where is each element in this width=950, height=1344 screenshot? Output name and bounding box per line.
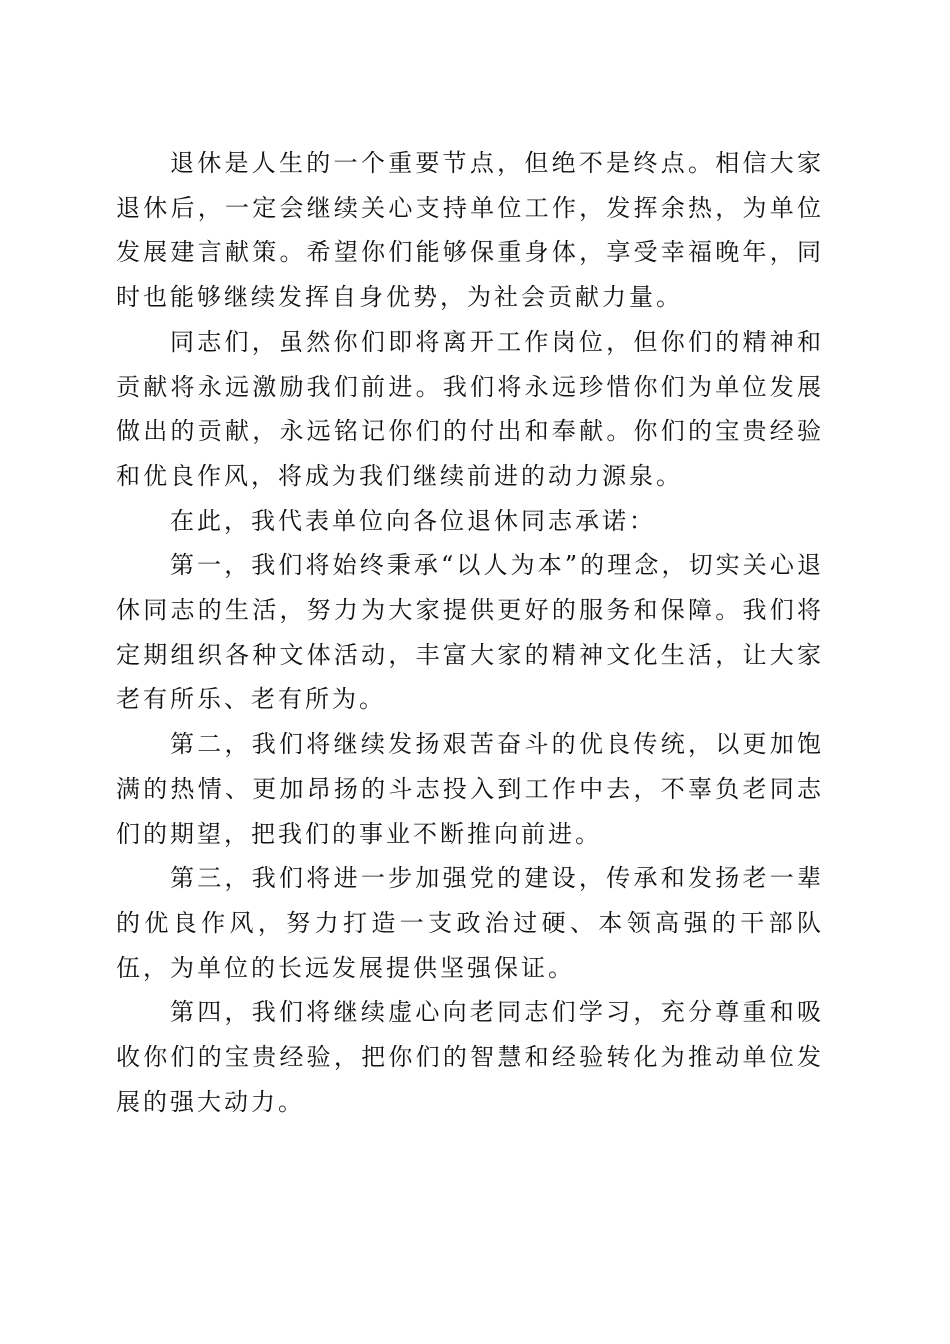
document-body <box>116 141 824 1124</box>
paragraph-commitment-second: 第二，我们将继续发扬艰苦奋斗的优良传统，以更加饱满的热情、更加昂扬的斗志投入到工作中去，不辜负老同志们的期望，把我们的事业不断推向前进。 <box>116 730 824 848</box>
paragraph-commitment-fourth: 第四，我们将继续虚心向老同志们学习，充分尊重和吸收你们的宝贵经验，把你们的智慧和经验转化为推动单位发展的强大动力。 <box>116 998 824 1116</box>
paragraph-retirement-node: 退休是人生的一个重要节点，但绝不是终点。相信大家退休后，一定会继续关心支持单位工作，发挥余热，为单位发展建言献策。希望你们能够保重身体，享受幸福晚年，同时也能够继续发挥自身优势，为社会贡献力量。 <box>116 149 824 312</box>
paragraph-commitment-first: 第一，我们将始终秉承“以人为本”的理念，切实关心退休同志的生活，努力为大家提供更好的服务和保障。我们将定期组织各种文体活动，丰富大家的精神文化生活，让大家老有所乐、老有所为。 <box>116 551 824 714</box>
paragraph-commitment-intro: 在此，我代表单位向各位退休同志承诺： <box>170 506 656 535</box>
paragraph-commitment-third: 第三，我们将进一步加强党的建设，传承和发扬老一辈的优良作风，努力打造一支政治过硬、本领高强的干部队伍，为单位的长远发展提供坚强保证。 <box>116 864 824 982</box>
paragraph-comrades-spirit: 同志们，虽然你们即将离开工作岗位，但你们的精神和贡献将永远激励我们前进。我们将永远珍惜你们为单位发展做出的贡献，永远铭记你们的付出和奉献。你们的宝贵经验和优良作风，将成为我们继续前进的动力源泉。 <box>116 327 824 490</box>
